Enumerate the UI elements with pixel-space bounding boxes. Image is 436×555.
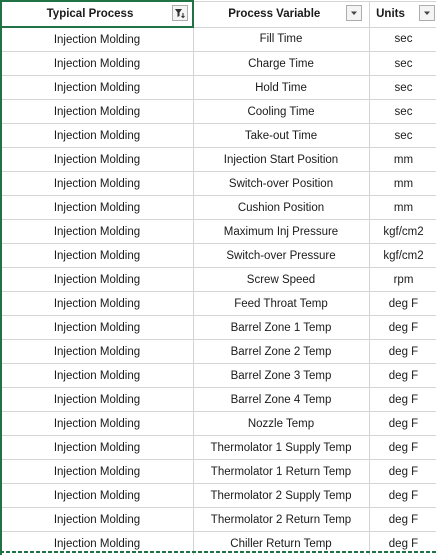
- cell-units[interactable]: kgf/cm2: [369, 244, 436, 268]
- table-row: [1, 388, 436, 412]
- table-row: [1, 436, 436, 460]
- cell-units[interactable]: deg F: [369, 532, 436, 555]
- cell-units[interactable]: deg F: [369, 508, 436, 532]
- cell-units[interactable]: sec: [369, 76, 436, 100]
- cell-units[interactable]: deg F: [369, 484, 436, 508]
- cell-process-variable[interactable]: Thermolator 1 Return Temp: [193, 460, 369, 484]
- cell-units[interactable]: deg F: [369, 460, 436, 484]
- cell-process-variable[interactable]: Switch-over Pressure: [193, 244, 369, 268]
- cell-typical-process[interactable]: Injection Molding: [1, 268, 193, 292]
- cell-units[interactable]: kgf/cm2: [369, 220, 436, 244]
- cell-typical-process[interactable]: Injection Molding: [1, 244, 193, 268]
- cell-typical-process[interactable]: Injection Molding: [1, 76, 193, 100]
- cell-units[interactable]: mm: [369, 196, 436, 220]
- cell-typical-process[interactable]: Injection Molding: [1, 27, 193, 52]
- copy-selection-border: [0, 551, 436, 553]
- table-row: [1, 316, 436, 340]
- cell-units[interactable]: deg F: [369, 316, 436, 340]
- cell-typical-process[interactable]: Injection Molding: [1, 220, 193, 244]
- cell-units[interactable]: sec: [369, 52, 436, 76]
- table-row: [1, 172, 436, 196]
- cell-units[interactable]: deg F: [369, 436, 436, 460]
- cell-typical-process[interactable]: Injection Molding: [1, 172, 193, 196]
- cell-typical-process[interactable]: Injection Molding: [1, 148, 193, 172]
- cell-units[interactable]: rpm: [369, 268, 436, 292]
- table-row: [1, 148, 436, 172]
- filter-active-icon[interactable]: [172, 5, 188, 21]
- table-row: [1, 52, 436, 76]
- table-row: [1, 268, 436, 292]
- cell-typical-process[interactable]: Injection Molding: [1, 484, 193, 508]
- table-row: [1, 76, 436, 100]
- table-row: [1, 100, 436, 124]
- cell-typical-process[interactable]: Injection Molding: [1, 364, 193, 388]
- cell-process-variable[interactable]: Maximum Inj Pressure: [193, 220, 369, 244]
- header-label: Typical Process: [46, 8, 134, 20]
- cell-typical-process[interactable]: Injection Molding: [1, 412, 193, 436]
- cell-process-variable[interactable]: Take-out Time: [193, 124, 369, 148]
- table-row: [1, 412, 436, 436]
- cell-process-variable[interactable]: Switch-over Position: [193, 172, 369, 196]
- cell-process-variable[interactable]: Cooling Time: [193, 100, 369, 124]
- cell-process-variable[interactable]: Chiller Return Temp: [193, 532, 369, 555]
- cell-typical-process[interactable]: Injection Molding: [1, 460, 193, 484]
- cell-process-variable[interactable]: Feed Throat Temp: [193, 292, 369, 316]
- cell-process-variable[interactable]: Nozzle Temp: [193, 412, 369, 436]
- table-row: [1, 27, 436, 52]
- cell-typical-process[interactable]: Injection Molding: [1, 508, 193, 532]
- cell-typical-process[interactable]: Injection Molding: [1, 196, 193, 220]
- cell-units[interactable]: deg F: [369, 412, 436, 436]
- cell-process-variable[interactable]: Thermolator 2 Supply Temp: [193, 484, 369, 508]
- cell-process-variable[interactable]: Thermolator 2 Return Temp: [193, 508, 369, 532]
- cell-process-variable[interactable]: Thermolator 1 Supply Temp: [193, 436, 369, 460]
- cell-process-variable[interactable]: Fill Time: [193, 27, 369, 52]
- table-body: [1, 27, 436, 555]
- table-row: [1, 484, 436, 508]
- cell-units[interactable]: mm: [369, 172, 436, 196]
- dropdown-arrow-icon[interactable]: [419, 5, 435, 21]
- cell-typical-process[interactable]: Injection Molding: [1, 532, 193, 555]
- cell-process-variable[interactable]: Barrel Zone 4 Temp: [193, 388, 369, 412]
- cell-process-variable[interactable]: Cushion Position: [193, 196, 369, 220]
- cell-units[interactable]: deg F: [369, 292, 436, 316]
- header-process-variable[interactable]: [193, 1, 369, 27]
- cell-typical-process[interactable]: Injection Molding: [1, 316, 193, 340]
- table-row: [1, 124, 436, 148]
- cell-process-variable[interactable]: Barrel Zone 3 Temp: [193, 364, 369, 388]
- cell-typical-process[interactable]: Injection Molding: [1, 436, 193, 460]
- cell-typical-process[interactable]: Injection Molding: [1, 52, 193, 76]
- header-label: Units: [376, 8, 405, 20]
- header-typical-process[interactable]: [1, 1, 193, 27]
- cell-units[interactable]: mm: [369, 148, 436, 172]
- cell-units[interactable]: deg F: [369, 340, 436, 364]
- cell-typical-process[interactable]: Injection Molding: [1, 340, 193, 364]
- table-row: [1, 220, 436, 244]
- cell-process-variable[interactable]: Hold Time: [193, 76, 369, 100]
- table-row: [1, 340, 436, 364]
- cell-typical-process[interactable]: Injection Molding: [1, 292, 193, 316]
- table-row: [1, 460, 436, 484]
- table-row: [1, 364, 436, 388]
- cell-typical-process[interactable]: Injection Molding: [1, 388, 193, 412]
- header-label: Process Variable: [228, 8, 321, 20]
- cell-process-variable[interactable]: Charge Time: [193, 52, 369, 76]
- cell-units[interactable]: deg F: [369, 364, 436, 388]
- cell-units[interactable]: sec: [369, 100, 436, 124]
- cell-typical-process[interactable]: Injection Molding: [1, 124, 193, 148]
- cell-process-variable[interactable]: Barrel Zone 2 Temp: [193, 340, 369, 364]
- column-selection-edge: [0, 0, 2, 555]
- header-units[interactable]: [369, 1, 436, 27]
- dropdown-arrow-icon[interactable]: [346, 5, 362, 21]
- table-row: [1, 508, 436, 532]
- table-row: [1, 244, 436, 268]
- header-row: [1, 1, 436, 27]
- cell-typical-process[interactable]: Injection Molding: [1, 100, 193, 124]
- table-row: [1, 292, 436, 316]
- cell-units[interactable]: deg F: [369, 388, 436, 412]
- cell-process-variable[interactable]: Injection Start Position: [193, 148, 369, 172]
- table-row: [1, 196, 436, 220]
- cell-units[interactable]: sec: [369, 27, 436, 52]
- cell-process-variable[interactable]: Barrel Zone 1 Temp: [193, 316, 369, 340]
- cell-process-variable[interactable]: Screw Speed: [193, 268, 369, 292]
- cell-units[interactable]: sec: [369, 124, 436, 148]
